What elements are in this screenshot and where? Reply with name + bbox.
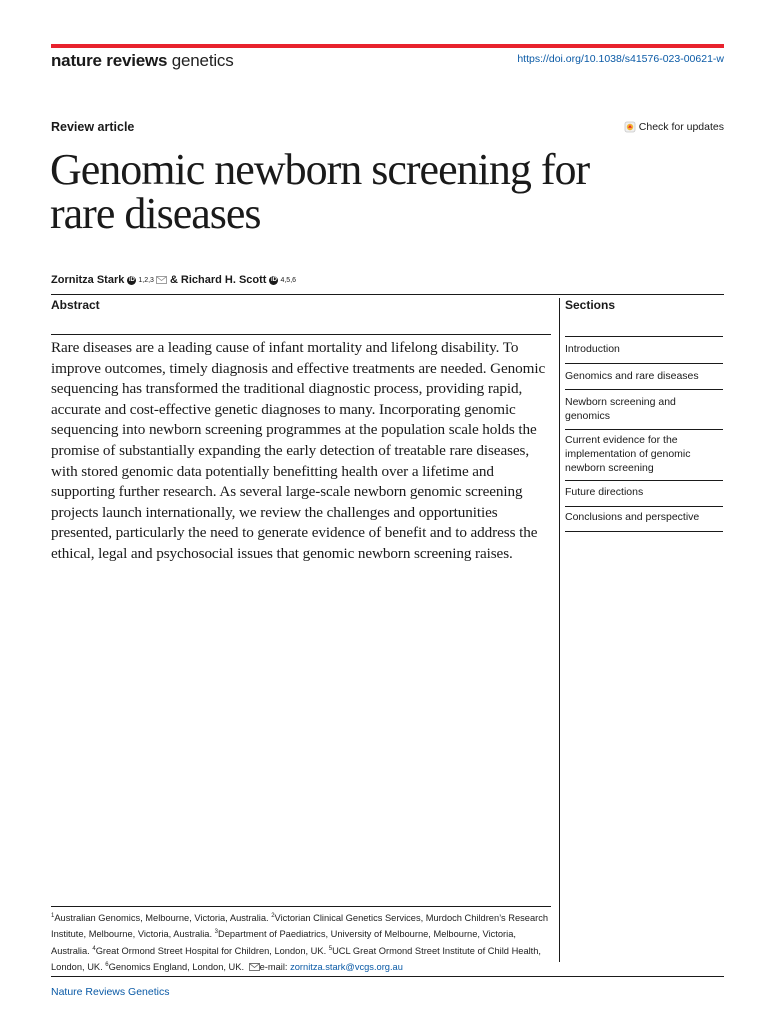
author-affiliation-marks: 1,2,3: [138, 276, 154, 284]
mail-icon: [249, 963, 260, 971]
section-link-future-directions[interactable]: Future directions: [565, 481, 723, 507]
affiliation-number: 3: [214, 929, 218, 936]
affiliation-number: 4: [92, 945, 96, 952]
author-name[interactable]: Richard H. Scott: [180, 274, 267, 286]
author-list: [51, 274, 296, 286]
journal-accent-bar: [51, 44, 724, 48]
author-email-link[interactable]: zornitza.stark@vcgs.org.au: [290, 961, 403, 972]
affiliation-number: 2: [271, 913, 275, 919]
affiliation-text: Department of Paediatrics, University of Melbourne, Melbourne, Victoria, Australia.: [51, 929, 516, 956]
affiliation-number: 1: [51, 913, 55, 919]
journal-logo: [51, 51, 234, 71]
affiliation-number: 6: [105, 961, 109, 968]
affiliation-text: Australian Genomics, Melbourne, Victoria, Australia.: [54, 913, 272, 924]
check-updates-icon: [624, 121, 636, 133]
footnote-divider: [51, 906, 551, 907]
check-for-updates-button[interactable]: [624, 121, 724, 133]
section-link-current-evidence[interactable]: Current evidence for the implementation of genomic newborn screening: [565, 430, 723, 481]
section-link-introduction[interactable]: Introduction: [565, 337, 723, 364]
abstract-heading: Abstract: [51, 298, 100, 312]
article-type: Review article: [51, 120, 135, 134]
article-title: Genomic newborn screening for rare diseases: [50, 145, 590, 238]
affiliation-text: Great Ormond Street Hospital for Children, London, UK.: [95, 945, 329, 956]
section-link-conclusions[interactable]: Conclusions and perspective: [565, 507, 723, 532]
journal-name-bold: nature reviews: [51, 51, 168, 70]
affiliation-number: 5: [328, 945, 333, 952]
journal-name-light: genetics: [171, 51, 234, 70]
sections-nav: [565, 336, 723, 532]
header-divider: [51, 294, 724, 295]
affiliation-text: Victorian Clinical Genetics Services, Murdoch Children’s Research Institute, Melbourne, Victoria, Australia.: [51, 913, 549, 940]
footer-journal-name[interactable]: Nature Reviews Genetics: [51, 986, 170, 998]
orcid-icon[interactable]: iD: [128, 276, 135, 283]
author-affiliation-marks: 4,5,6: [280, 276, 297, 284]
orcid-icon[interactable]: iD: [270, 276, 277, 283]
mail-icon[interactable]: [156, 276, 167, 284]
footer-divider: [51, 976, 724, 977]
sections-heading: Sections: [565, 298, 616, 312]
column-divider: [559, 298, 560, 962]
abstract-divider: [51, 334, 551, 335]
author-separator: &: [169, 274, 178, 286]
affiliations-footnote: [51, 909, 551, 974]
email-label: e-mail:: [259, 961, 291, 972]
abstract-text: Rare diseases are a leading cause of infant mortality and lifelong disability. To improve outcomes, timely diagnosis and effective treatments are needed. Genomic sequencing has transformed the traditional diagnostic process, providing rapid, accurate and cost-effective genetic diagnoses to many. Incorporating genomic sequencing into newborn screening programmes at the population scale holds the promise of substantially expanding the early detection of treatable rare diseases, with stored genomic data potentially benefitting health over a lifetime and supporting further research. As several large-scale newborn genomic screening projects launch internationally, we review the challenges and opportunities presented, particularly the need to generate evidence of benefit and to address the ethical, legal and psychosocial issues that genomic newborn screening raises.: [51, 339, 546, 562]
section-link-genomics-rare-diseases[interactable]: Genomics and rare diseases: [565, 364, 723, 390]
affiliation-text: UCL Great Ormond Street Institute of Child Health, London, UK.: [51, 945, 542, 972]
section-link-newborn-screening-genomics[interactable]: Newborn screening and genomics: [565, 390, 723, 430]
check-updates-label: Check for updates: [638, 121, 724, 133]
author-name[interactable]: Zornitza Stark: [51, 274, 125, 286]
doi-link[interactable]: https://doi.org/10.1038/s41576-023-00621-w: [517, 53, 724, 65]
affiliation-text: Genomics England, London, UK.: [108, 961, 247, 972]
